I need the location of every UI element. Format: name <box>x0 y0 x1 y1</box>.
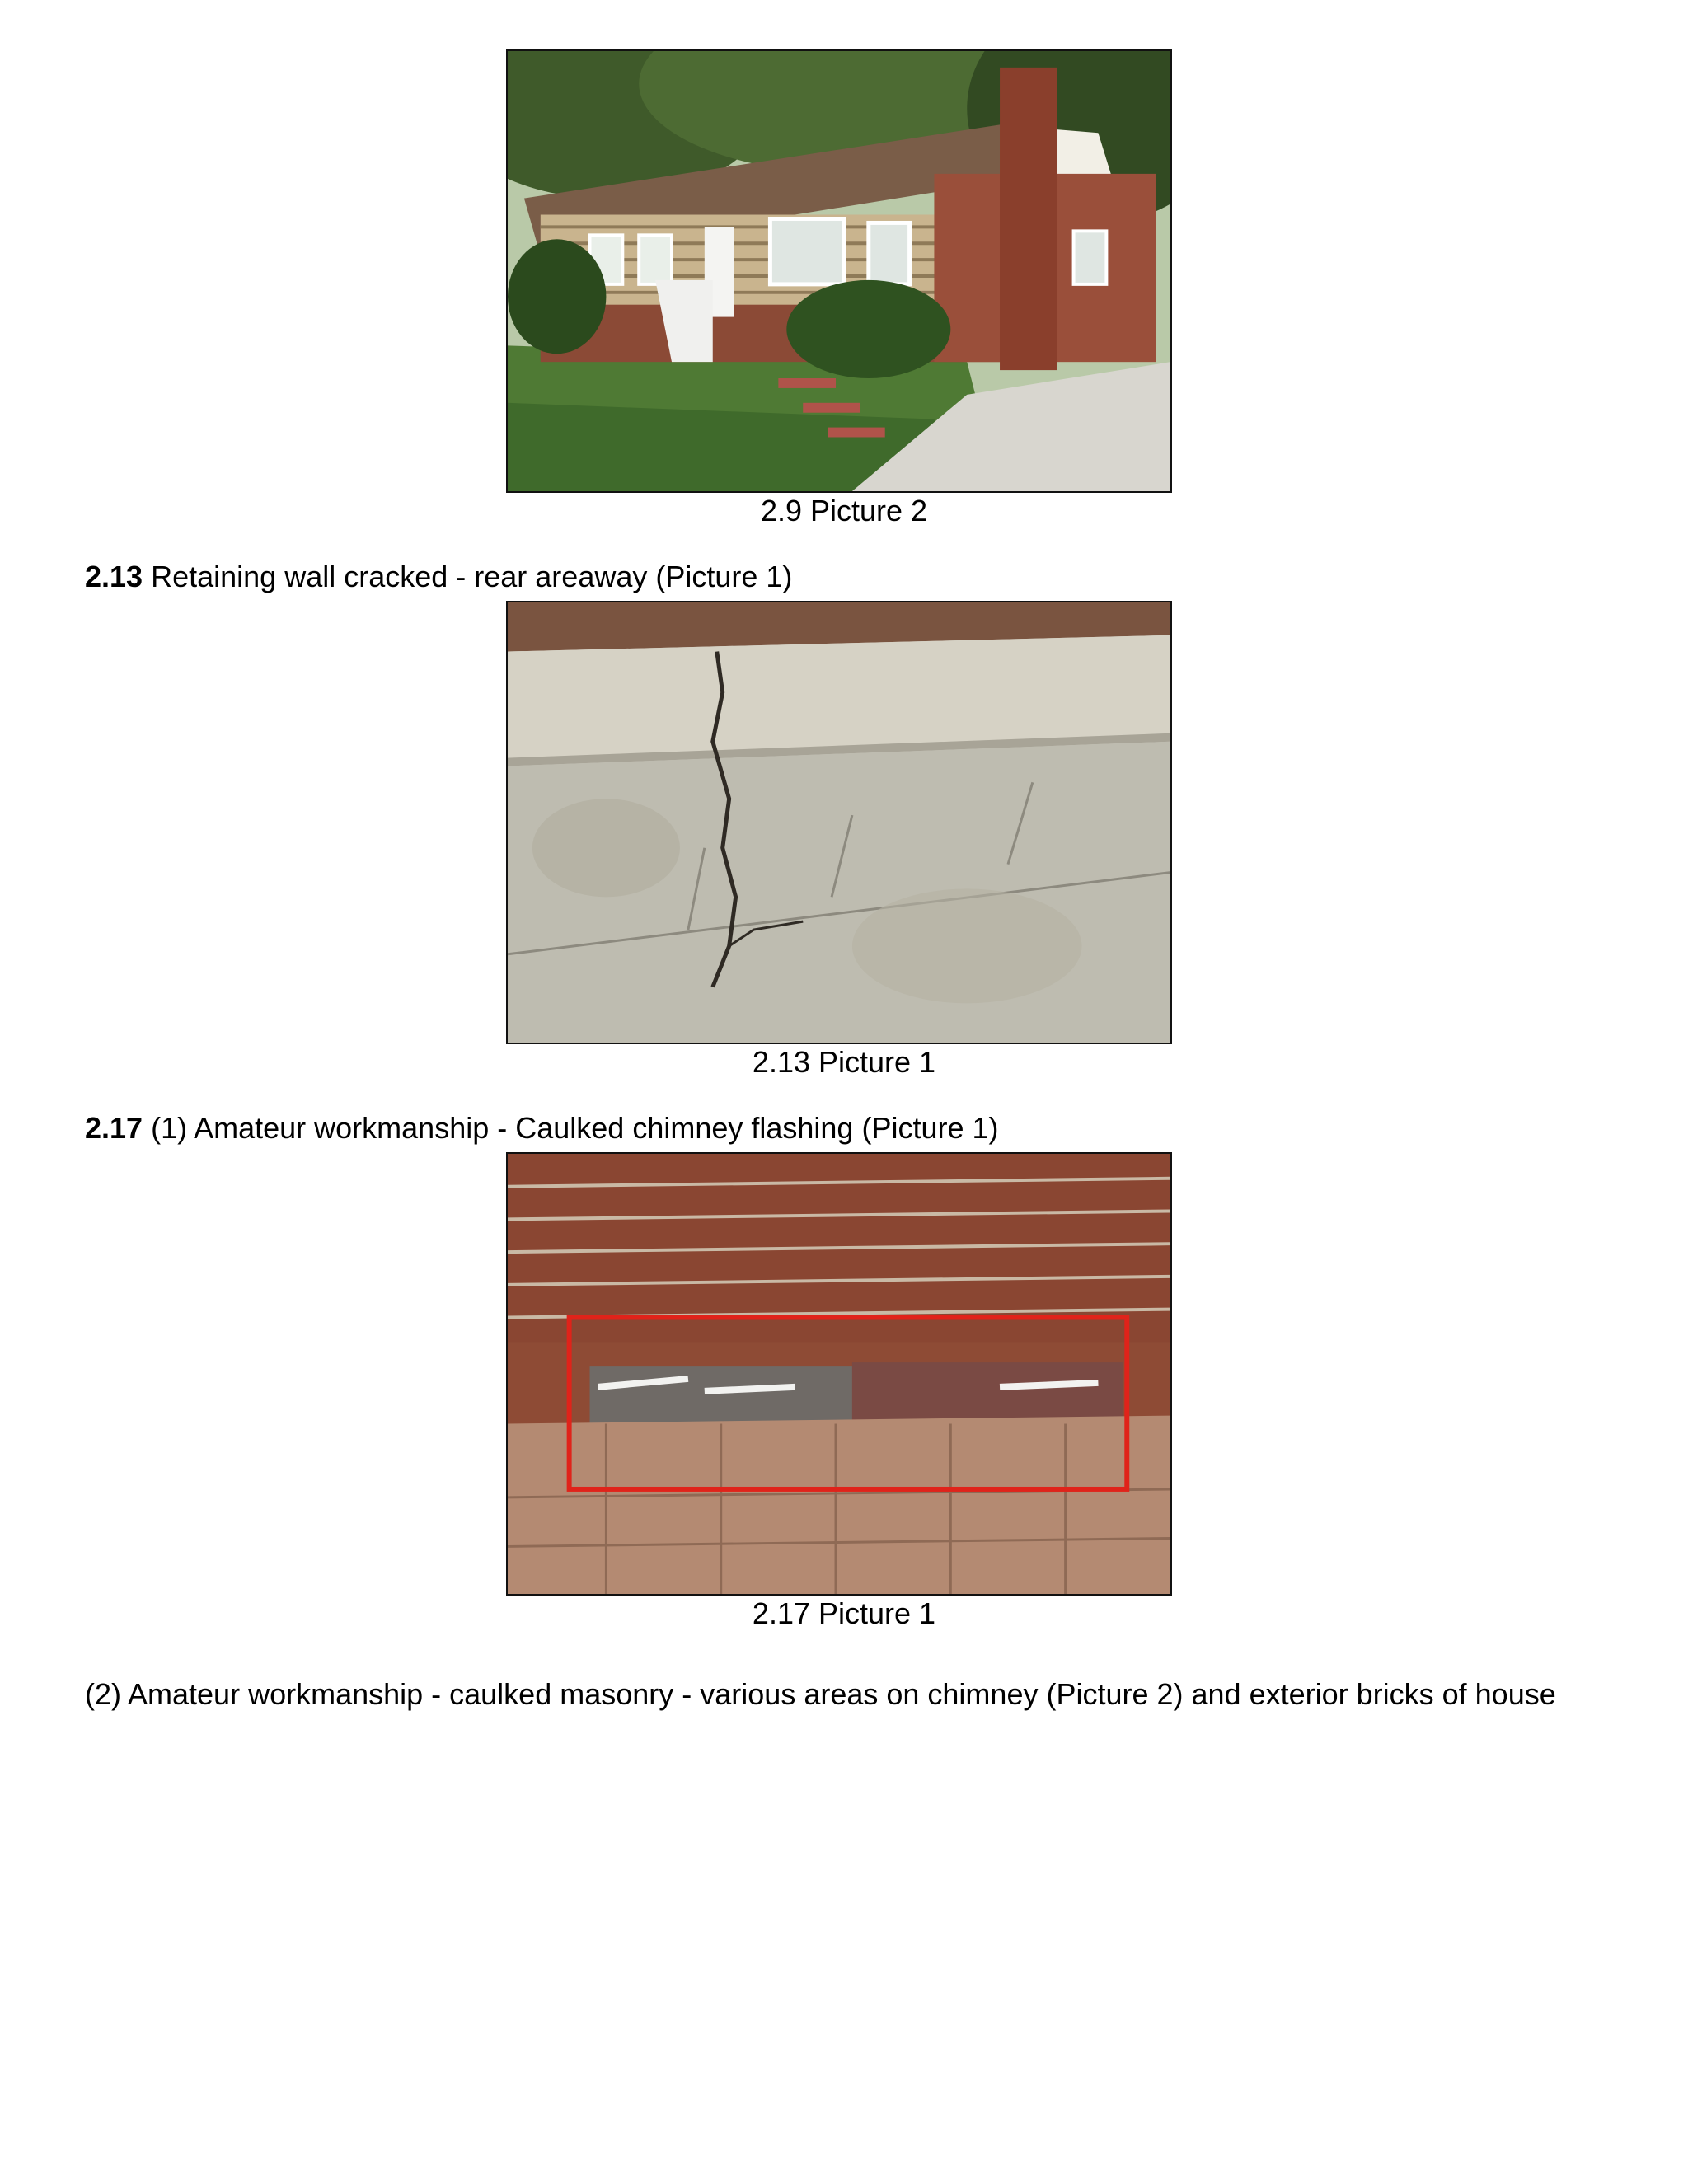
house-exterior-photo <box>506 49 1172 493</box>
section-heading <box>85 560 792 593</box>
section-number: 2.13 <box>85 560 143 593</box>
figure-caption: 2.9 Picture 2 <box>760 494 928 527</box>
body-paragraph: (2) Amateur workmanship - caulked masonry - various areas on chimney (Picture 2) and exterior bricks of house <box>85 1677 1556 1711</box>
figure-caption: 2.13 Picture 1 <box>752 1045 936 1079</box>
section-heading <box>85 1112 999 1145</box>
chimney-flashing-photo <box>506 1152 1172 1596</box>
figure-caption: 2.17 Picture 1 <box>752 1596 936 1630</box>
section-text: Retaining wall cracked - rear areaway (Picture 1) <box>151 560 793 593</box>
section-text: (1) Amateur workmanship - Caulked chimney flashing (Picture 1) <box>151 1111 999 1145</box>
retaining-wall-photo <box>506 601 1172 1044</box>
section-number: 2.17 <box>85 1111 143 1145</box>
